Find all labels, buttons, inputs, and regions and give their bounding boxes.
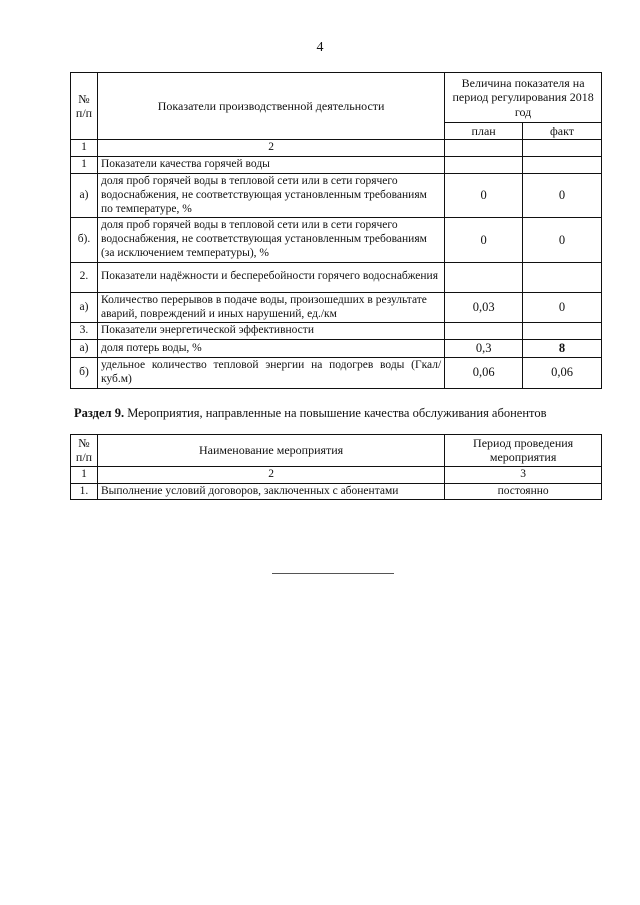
table-row — [71, 358, 602, 389]
row-plan — [445, 262, 523, 292]
end-divider — [272, 573, 394, 574]
header-value: Величина показателя на период регулирования 2018 год — [445, 73, 602, 123]
row-plan: 0,03 — [445, 292, 523, 323]
section-9-title: Мероприятия, направленные на повышение качества обслуживания абонентов — [127, 406, 547, 420]
row-num: 2. — [71, 262, 98, 292]
header-period: Период проведения мероприятия — [445, 435, 602, 467]
row-num: 1. — [71, 483, 98, 500]
row-label: Количество перерывов в подаче воды, произошедших в результате аварий, повреждений и иных нарушений, ед./км — [97, 292, 444, 323]
row-plan — [445, 323, 523, 340]
row-num: б) — [71, 358, 98, 389]
empty-cell — [523, 140, 602, 157]
row-num: а) — [71, 292, 98, 323]
row-plan: 0,3 — [445, 340, 523, 358]
column-number-2: 2 — [97, 140, 444, 157]
row-fact: 8 — [523, 340, 602, 358]
row-fact: 0 — [523, 173, 602, 217]
row-num: б). — [71, 218, 98, 262]
row-num: 3. — [71, 323, 98, 340]
row-fact: 0 — [523, 218, 602, 262]
column-number-2: 2 — [97, 466, 444, 483]
row-fact — [523, 157, 602, 174]
table-row — [71, 173, 602, 217]
column-number-1: 1 — [71, 140, 98, 157]
table-row — [71, 292, 602, 323]
header-num: № п/п — [71, 435, 98, 467]
row-name: Выполнение условий договоров, заключенных с абонентами — [97, 483, 444, 500]
row-label: Показатели качества горячей воды — [97, 157, 444, 174]
row-plan: 0 — [445, 173, 523, 217]
empty-cell — [445, 140, 523, 157]
service-measures-table — [70, 434, 602, 500]
table-row — [71, 262, 602, 292]
row-fact: 0,06 — [523, 358, 602, 389]
header-name: Наименование мероприятия — [97, 435, 444, 467]
row-label: доля проб горячей воды в тепловой сети или в сети горячего водоснабжения, не соответствующая установленным требованиям (за исключением температуры), % — [97, 218, 444, 262]
row-plan: 0 — [445, 218, 523, 262]
table-row — [71, 340, 602, 358]
row-label: доля проб горячей воды в тепловой сети или в сети горячего водоснабжения, не соответствующая установленным требованиям по температуре, % — [97, 173, 444, 217]
row-label: Показатели надёжности и бесперебойности горячего водоснабжения — [97, 262, 444, 292]
table-row — [71, 483, 602, 500]
production-indicators-table — [70, 72, 602, 389]
column-number-3: 3 — [445, 466, 602, 483]
row-fact — [523, 262, 602, 292]
row-plan: 0,06 — [445, 358, 523, 389]
row-label: удельное количество тепловой энергии на подогрев воды (Гкал/куб.м) — [97, 358, 444, 389]
header-indicators: Показатели производственной деятельности — [97, 73, 444, 140]
row-fact — [523, 323, 602, 340]
header-num: № п/п — [71, 73, 98, 140]
page-number: 4 — [316, 40, 324, 55]
row-label: Показатели энергетической эффективности — [97, 323, 444, 340]
section-9-heading — [74, 406, 546, 421]
table-row — [71, 218, 602, 262]
table-row — [71, 157, 602, 174]
header-plan: план — [445, 123, 523, 140]
row-num: а) — [71, 173, 98, 217]
row-num: а) — [71, 340, 98, 358]
table-row — [71, 323, 602, 340]
row-plan — [445, 157, 523, 174]
row-label: доля потерь воды, % — [97, 340, 444, 358]
row-period: постоянно — [445, 483, 602, 500]
row-num: 1 — [71, 157, 98, 174]
header-fact: факт — [523, 123, 602, 140]
section-9-number: Раздел 9. — [74, 406, 125, 420]
column-number-1: 1 — [71, 466, 98, 483]
row-fact: 0 — [523, 292, 602, 323]
